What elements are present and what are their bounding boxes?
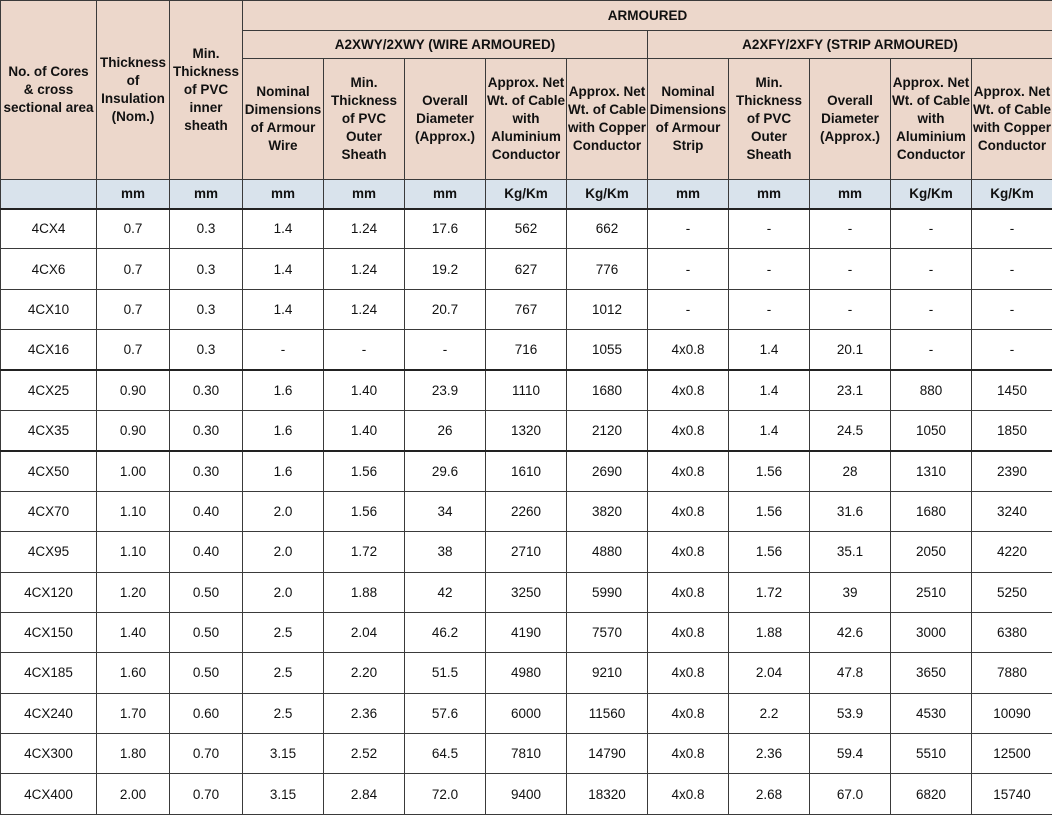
table-cell: 1.72 [324, 532, 405, 572]
table-cell: 4880 [567, 532, 648, 572]
unit-cell: mm [324, 180, 405, 209]
table-cell: 1.56 [729, 491, 810, 531]
table-cell: 716 [486, 330, 567, 370]
unit-cell [1, 180, 97, 209]
table-cell: 2.84 [324, 774, 405, 814]
table-cell: 1.6 [243, 410, 324, 450]
header-wire-overall-diameter: Overall Diameter (Approx.) [405, 59, 486, 180]
table-cell: 4x0.8 [648, 693, 729, 733]
table-cell: - [243, 330, 324, 370]
unit-cell: Kg/Km [972, 180, 1052, 209]
row-label-cell: 4CX35 [1, 410, 97, 450]
table-cell: 23.9 [405, 370, 486, 410]
table-cell: 2390 [972, 451, 1052, 491]
table-cell: 5250 [972, 572, 1052, 612]
row-label-cell: 4CX300 [1, 734, 97, 774]
table-cell: 67.0 [810, 774, 891, 814]
table-cell: 4x0.8 [648, 653, 729, 693]
table-cell: 2.5 [243, 693, 324, 733]
table-cell: 0.50 [170, 572, 243, 612]
table-cell: 1.40 [324, 410, 405, 450]
table-cell: 3240 [972, 491, 1052, 531]
table-cell: 6380 [972, 612, 1052, 652]
table-cell: 4x0.8 [648, 774, 729, 814]
table-cell: 1310 [891, 451, 972, 491]
table-cell: 6000 [486, 693, 567, 733]
table-cell: 10090 [972, 693, 1052, 733]
table-cell: - [729, 249, 810, 289]
table-cell: 31.6 [810, 491, 891, 531]
table-cell: 20.7 [405, 289, 486, 329]
row-label-cell: 4CX4 [1, 209, 97, 249]
units-row [1, 180, 1052, 209]
table-cell: 4x0.8 [648, 491, 729, 531]
table-cell: 46.2 [405, 612, 486, 652]
table-row [1, 693, 1052, 733]
row-label-cell: 4CX25 [1, 370, 97, 410]
table-cell: - [891, 249, 972, 289]
table-cell: 1.40 [324, 370, 405, 410]
table-cell: 3.15 [243, 774, 324, 814]
row-label-cell: 4CX150 [1, 612, 97, 652]
table-cell: 5510 [891, 734, 972, 774]
row-label-cell: 4CX185 [1, 653, 97, 693]
table-cell: 7810 [486, 734, 567, 774]
table-cell: 2.0 [243, 532, 324, 572]
table-cell: 1.10 [97, 491, 170, 531]
table-cell: 767 [486, 289, 567, 329]
row-label-cell: 4CX70 [1, 491, 97, 531]
table-cell: 1.4 [243, 249, 324, 289]
table-cell: 0.90 [97, 410, 170, 450]
unit-cell: mm [405, 180, 486, 209]
table-cell: 1.4 [729, 370, 810, 410]
table-cell: 1.4 [243, 209, 324, 249]
table-cell: 11560 [567, 693, 648, 733]
table-row [1, 451, 1052, 491]
table-cell: 1.56 [324, 451, 405, 491]
header-wire-weight-aluminium: Approx. Net Wt. of Cable with Aluminium Conductor [486, 59, 567, 180]
table-cell: 72.0 [405, 774, 486, 814]
table-cell: 20.1 [810, 330, 891, 370]
row-label-cell: 4CX10 [1, 289, 97, 329]
table-cell: 0.3 [170, 289, 243, 329]
table-cell: 4x0.8 [648, 572, 729, 612]
table-cell: - [891, 289, 972, 329]
row-label-cell: 4CX95 [1, 532, 97, 572]
unit-cell: Kg/Km [891, 180, 972, 209]
table-row [1, 209, 1052, 249]
table-cell: 627 [486, 249, 567, 289]
header-wire-outer-sheath: Min. Thickness of PVC Outer Sheath [324, 59, 405, 180]
table-cell: 12500 [972, 734, 1052, 774]
table-cell: 2050 [891, 532, 972, 572]
table-cell: 1.60 [97, 653, 170, 693]
table-row [1, 410, 1052, 450]
table-cell: 0.70 [170, 734, 243, 774]
table-cell: 776 [567, 249, 648, 289]
table-cell: 0.50 [170, 653, 243, 693]
table-cell: 0.30 [170, 410, 243, 450]
table-cell: 1680 [567, 370, 648, 410]
table-cell: 1050 [891, 410, 972, 450]
table-cell: 0.3 [170, 249, 243, 289]
table-cell: 64.5 [405, 734, 486, 774]
table-cell: 1.24 [324, 209, 405, 249]
table-cell: 0.7 [97, 289, 170, 329]
table-cell: 0.30 [170, 451, 243, 491]
table-cell: 1.6 [243, 370, 324, 410]
table-cell: 1850 [972, 410, 1052, 450]
table-cell: - [729, 289, 810, 329]
header-strip-overall-diameter: Overall Diameter (Approx.) [810, 59, 891, 180]
table-cell: 1.80 [97, 734, 170, 774]
table-row [1, 249, 1052, 289]
unit-cell: Kg/Km [486, 180, 567, 209]
table-cell: 34 [405, 491, 486, 531]
table-cell: 3250 [486, 572, 567, 612]
table-row [1, 734, 1052, 774]
table-cell: 1680 [891, 491, 972, 531]
table-cell: 4220 [972, 532, 1052, 572]
table-cell: 1.24 [324, 289, 405, 329]
table-cell: 880 [891, 370, 972, 410]
table-cell: 3650 [891, 653, 972, 693]
table-cell: 47.8 [810, 653, 891, 693]
table-cell: 3000 [891, 612, 972, 652]
table-cell: 42 [405, 572, 486, 612]
table-cell: 42.6 [810, 612, 891, 652]
table-cell: 2.00 [97, 774, 170, 814]
table-cell: 1.56 [324, 491, 405, 531]
table-cell: 0.30 [170, 370, 243, 410]
header-cores: No. of Cores & cross sectional area [1, 1, 97, 180]
table-cell: 1.72 [729, 572, 810, 612]
table-cell: 2.5 [243, 653, 324, 693]
header-inner-sheath: Min. Thickness of PVC inner sheath [170, 1, 243, 180]
table-row [1, 612, 1052, 652]
table-row [1, 774, 1052, 814]
table-cell: 2.0 [243, 491, 324, 531]
table-cell: 1.10 [97, 532, 170, 572]
header-armoured: ARMOURED [243, 1, 1052, 31]
table-cell: 1.56 [729, 451, 810, 491]
table-cell: 2.68 [729, 774, 810, 814]
row-label-cell: 4CX50 [1, 451, 97, 491]
table-cell: 51.5 [405, 653, 486, 693]
table-cell: 26 [405, 410, 486, 450]
table-cell: 4x0.8 [648, 734, 729, 774]
table-cell: - [648, 249, 729, 289]
table-cell: - [972, 249, 1052, 289]
table-cell: 4x0.8 [648, 410, 729, 450]
table-cell: 7880 [972, 653, 1052, 693]
table-cell: 1012 [567, 289, 648, 329]
table-cell: 4980 [486, 653, 567, 693]
table-cell: 2.20 [324, 653, 405, 693]
table-cell: 2.36 [729, 734, 810, 774]
table-cell: 23.1 [810, 370, 891, 410]
unit-cell: mm [648, 180, 729, 209]
table-cell: - [648, 209, 729, 249]
table-cell: 1.88 [729, 612, 810, 652]
table-cell: 4190 [486, 612, 567, 652]
table-cell: 9210 [567, 653, 648, 693]
table-cell: - [405, 330, 486, 370]
table-cell: 4x0.8 [648, 532, 729, 572]
table-cell: 2260 [486, 491, 567, 531]
table-cell: 0.7 [97, 330, 170, 370]
header-strip-weight-copper: Approx. Net Wt. of Cable with Copper Conductor [972, 59, 1052, 180]
table-cell: - [810, 249, 891, 289]
table-row [1, 289, 1052, 329]
row-label-cell: 4CX120 [1, 572, 97, 612]
table-cell: 2710 [486, 532, 567, 572]
table-cell: 0.70 [170, 774, 243, 814]
table-cell: 1110 [486, 370, 567, 410]
table-cell: 35.1 [810, 532, 891, 572]
table-cell: 1.20 [97, 572, 170, 612]
table-cell: 0.7 [97, 249, 170, 289]
table-row [1, 330, 1052, 370]
table-cell: 2.36 [324, 693, 405, 733]
table-cell: 1.88 [324, 572, 405, 612]
table-cell: 1.4 [729, 330, 810, 370]
table-cell: 5990 [567, 572, 648, 612]
table-cell: 1320 [486, 410, 567, 450]
unit-cell: mm [170, 180, 243, 209]
table-cell: 2.04 [729, 653, 810, 693]
table-cell: 0.40 [170, 532, 243, 572]
table-cell: - [972, 330, 1052, 370]
table-cell: - [729, 209, 810, 249]
table-cell: 6820 [891, 774, 972, 814]
table-cell: - [972, 209, 1052, 249]
table-cell: 39 [810, 572, 891, 612]
table-cell: 59.4 [810, 734, 891, 774]
table-cell: 1450 [972, 370, 1052, 410]
table-cell: 29.6 [405, 451, 486, 491]
table-cell: 0.50 [170, 612, 243, 652]
table-cell: 562 [486, 209, 567, 249]
table-cell: 0.3 [170, 209, 243, 249]
table-row [1, 653, 1052, 693]
table-cell: 1.56 [729, 532, 810, 572]
table-cell: 2.0 [243, 572, 324, 612]
table-cell: 1.6 [243, 451, 324, 491]
header-strip-outer-sheath: Min. Thickness of PVC Outer Sheath [729, 59, 810, 180]
table-cell: 53.9 [810, 693, 891, 733]
table-cell: - [972, 289, 1052, 329]
table-cell: 57.6 [405, 693, 486, 733]
table-cell: - [648, 289, 729, 329]
table-cell: 38 [405, 532, 486, 572]
table-cell: 19.2 [405, 249, 486, 289]
table-cell: 2.52 [324, 734, 405, 774]
table-cell: 3.15 [243, 734, 324, 774]
table-cell: - [891, 209, 972, 249]
table-cell: 2.04 [324, 612, 405, 652]
table-body [1, 209, 1052, 815]
unit-cell: Kg/Km [567, 180, 648, 209]
table-cell: 0.3 [170, 330, 243, 370]
row-label-cell: 4CX6 [1, 249, 97, 289]
row-label-cell: 4CX240 [1, 693, 97, 733]
header-insulation: Thickness of Insulation (Nom.) [97, 1, 170, 180]
table-cell: 18320 [567, 774, 648, 814]
table-cell: 4x0.8 [648, 330, 729, 370]
table-cell: 0.60 [170, 693, 243, 733]
table-cell: 2120 [567, 410, 648, 450]
table-row [1, 572, 1052, 612]
header-strip-armoured: A2XFY/2XFY (STRIP ARMOURED) [648, 31, 1052, 59]
table-cell: 14790 [567, 734, 648, 774]
table-cell: 1055 [567, 330, 648, 370]
table-cell: 4x0.8 [648, 451, 729, 491]
table-cell: 4x0.8 [648, 370, 729, 410]
table-cell: 1.00 [97, 451, 170, 491]
table-cell: 17.6 [405, 209, 486, 249]
table-cell: 4x0.8 [648, 612, 729, 652]
table-cell: 2510 [891, 572, 972, 612]
table-cell: 1.24 [324, 249, 405, 289]
header-wire-armoured: A2XWY/2XWY (WIRE ARMOURED) [243, 31, 648, 59]
table-cell: - [810, 289, 891, 329]
table-cell: 1610 [486, 451, 567, 491]
table-cell: 1.4 [729, 410, 810, 450]
table-cell: - [810, 209, 891, 249]
table-cell: 662 [567, 209, 648, 249]
table-cell: - [891, 330, 972, 370]
table-cell: 2.2 [729, 693, 810, 733]
unit-cell: mm [729, 180, 810, 209]
table-cell: 24.5 [810, 410, 891, 450]
table-cell: 7570 [567, 612, 648, 652]
header-strip-weight-aluminium: Approx. Net Wt. of Cable with Aluminium Conductor [891, 59, 972, 180]
table-row [1, 370, 1052, 410]
header-strip-armour-dimensions: Nominal Dimensions of Armour Strip [648, 59, 729, 180]
table-cell: 1.70 [97, 693, 170, 733]
table-cell: 1.40 [97, 612, 170, 652]
unit-cell: mm [810, 180, 891, 209]
table-cell: 15740 [972, 774, 1052, 814]
header-wire-weight-copper: Approx. Net Wt. of Cable with Copper Conductor [567, 59, 648, 180]
table-cell: 2.5 [243, 612, 324, 652]
table-row [1, 491, 1052, 531]
table-cell: 3820 [567, 491, 648, 531]
row-label-cell: 4CX400 [1, 774, 97, 814]
table-cell: 0.7 [97, 209, 170, 249]
table-cell: 2690 [567, 451, 648, 491]
unit-cell: mm [243, 180, 324, 209]
table-cell: 4530 [891, 693, 972, 733]
table-cell: 1.4 [243, 289, 324, 329]
table-cell: 0.40 [170, 491, 243, 531]
unit-cell: mm [97, 180, 170, 209]
table-cell: 9400 [486, 774, 567, 814]
table-row [1, 532, 1052, 572]
row-label-cell: 4CX16 [1, 330, 97, 370]
table-cell: - [324, 330, 405, 370]
header-wire-armour-dimensions: Nominal Dimensions of Armour Wire [243, 59, 324, 180]
table-cell: 0.90 [97, 370, 170, 410]
table-cell: 28 [810, 451, 891, 491]
